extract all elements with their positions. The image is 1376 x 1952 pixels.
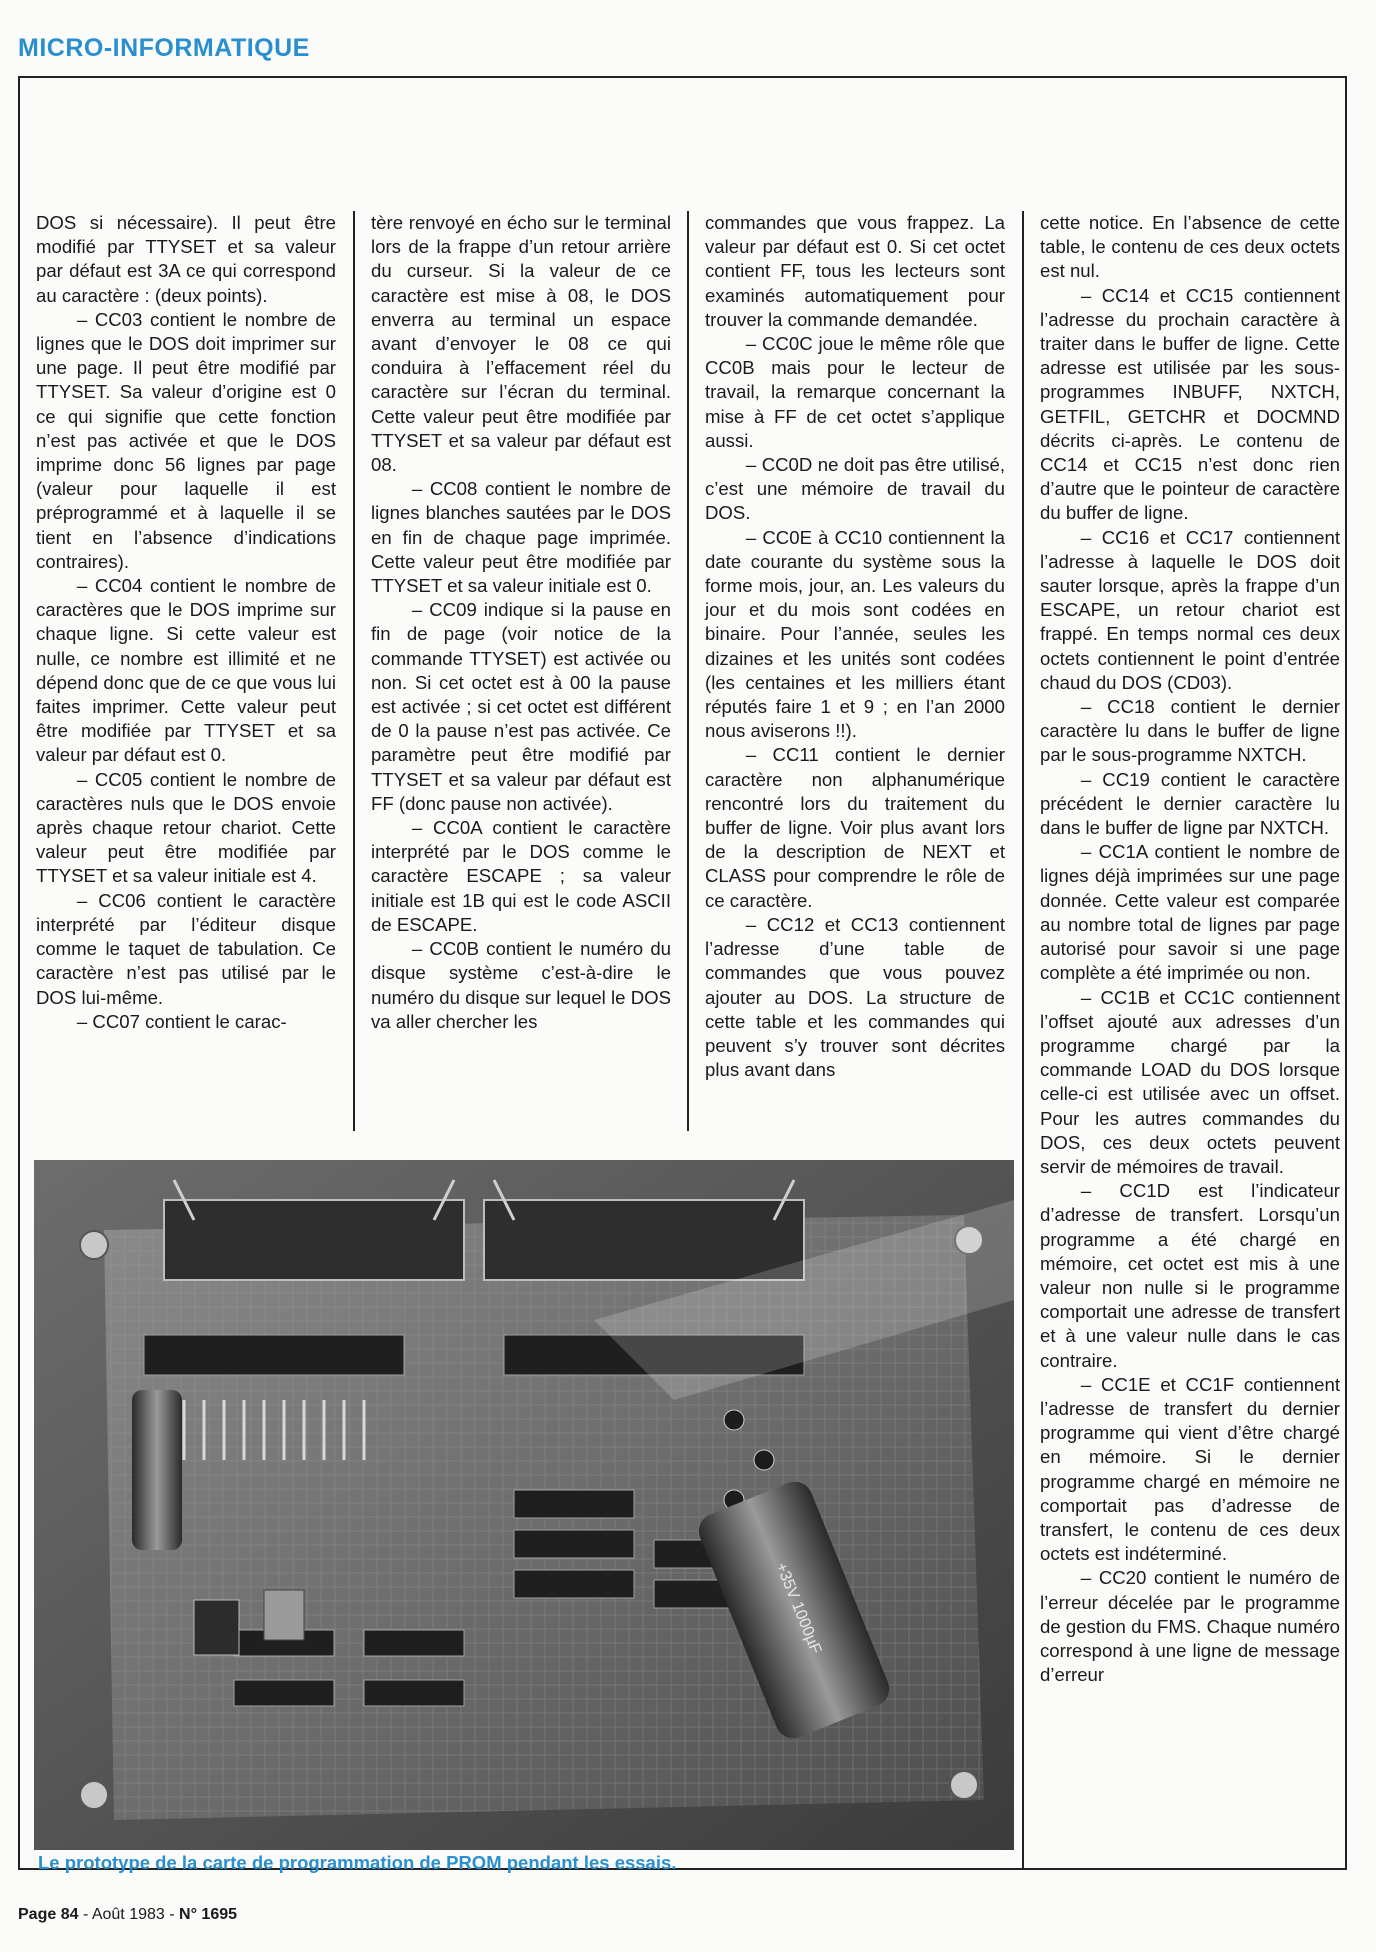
paragraph: – CC0C joue le même rôle que CC0B mais pour le lecteur de travail, la remarque concernant la mise à FF de cet octet s’applique aussi.	[705, 333, 1005, 451]
paragraph: – CC16 et CC17 contiennent l’adresse à laquelle le DOS doit sauter lorsque, après la frappe d’un ESCAPE, un retour chariot est frappé. En temps normal ces deux octets contiennent le point d’entrée chaud du DOS (CD03).	[1040, 526, 1340, 693]
footer-sep: -	[169, 1906, 180, 1923]
paragraph: – CC1A contient le nombre de lignes déjà imprimées sur une page donnée. Cette valeur est comparée au nombre total de lignes par page autorisé pour savoir si une page complète a été imprimée ou non.	[1040, 841, 1340, 984]
paragraph: – CC0E à CC10 contiennent la date courante du système sous la forme mois, jour, an. Les valeurs du jour et du mois sont codées en binaire. Pour l’année, seules les dizaines et les unités sont codées (les centaines et les milliers étant réputés faire 1 et 9 ; en l’an 2000 nous aviserons !!).	[705, 526, 1005, 742]
paragraph: – CC0D ne doit pas être utilisé, c’est une mémoire de travail du DOS.	[705, 454, 1005, 524]
paragraph: DOS si nécessaire). Il peut être modifié par TTYSET et sa valeur par défaut est 3A ce qui correspond au caractère : (deux points).	[36, 212, 336, 306]
paragraph: – CC1E et CC1F contiennent l’adresse de transfert du dernier programme qui vient d’être chargé en mémoire. Si le dernier programme chargé en mémoire ne comportait pas d’adresse de transfert, le contenu de ces deux octets est indéterminé.	[1040, 1373, 1340, 1565]
section-header: MICRO-INFORMATIQUE	[18, 34, 310, 62]
text-column-1	[36, 211, 336, 1034]
issue-number: N° 1695	[179, 1906, 238, 1923]
column-rule-2	[687, 211, 689, 1131]
connector-right	[484, 1200, 804, 1280]
paragraph: – CC12 et CC13 contiennent l’adresse d’une table de commandes que vous pouvez ajouter au DOS. La structure de cette table et les commandes qui peuvent s’y trouver sont décrites plus avant dans	[705, 913, 1005, 1081]
paragraph: – CC03 contient le nombre de lignes que le DOS doit imprimer sur une page. Il peut être modifié par TTYSET. Sa valeur d’origine est 0 ce qui signifie que cette fonction n’est pas activée et que le DOS imprime donc 56 lignes par page (valeur pour laquelle il est préprogrammé et à laquelle il se tient en l’absence d’indications contraires).	[36, 308, 336, 572]
page-footer	[18, 1906, 237, 1924]
paragraph: – CC0B contient le numéro du disque système c’est-à-dire le numéro du disque sur lequel le DOS va aller chercher les	[371, 938, 671, 1032]
svg-text:+35V 1000µF: +35V 1000µF	[772, 1560, 825, 1657]
paragraph: – CC1B et CC1C contiennent l’offset ajouté aux adresses d’un programme chargé par la commande LOAD du DOS lorsque celle-ci est utilisée avec un offset. Pour les autres commandes du DOS, ces deux octets peuvent servir de mémoires de travail.	[1040, 986, 1340, 1177]
paragraph: – CC11 contient le dernier caractère non alphanumérique rencontré lors du traitement du buffer de ligne. Voir plus avant lors de la description de NEXT et CLASS pour comprendre le rôle de ce caractère.	[705, 744, 1005, 911]
paragraph: – CC08 contient le nombre de lignes blanches sautées par le DOS en fin de chaque page imprimée. Cette valeur peut être modifiée par TTYSET et sa valeur initiale est 0.	[371, 478, 671, 597]
paragraph: – CC19 contient le caractère précédent le dernier caractère lu dans le buffer de ligne par NXTCH.	[1040, 768, 1340, 839]
column-rule-3	[1022, 211, 1024, 1870]
paragraph: – CC14 et CC15 contiennent l’adresse du prochain caractère à traiter dans le buffer de ligne. Cette adresse est utilisée par les sous-programmes INBUFF, NXTCH, GETFIL, GETCHR et DOCMND décrits ci-après. Le contenu de CC14 et CC15 n’est donc rien d’autre que le pointeur de caractère du buffer de ligne.	[1040, 284, 1340, 524]
paragraph: cette notice. En l’absence de cette table, le contenu de ces deux octets est nul.	[1040, 212, 1340, 282]
figure-caption: Le prototype de la carte de programmation de PROM pendant les essais.	[38, 1852, 677, 1873]
circuit-board-photo	[34, 1160, 1014, 1850]
text-column-3	[705, 211, 1005, 1082]
paragraph: – CC0A contient le caractère interprété par le DOS comme le caractère ESCAPE ; sa valeur initiale est 1B qui est le code ASCII de ESCAPE.	[371, 817, 671, 935]
capacitor-left	[132, 1390, 182, 1550]
paragraph: – CC04 contient le nombre de caractères que le DOS imprime sur chaque ligne. Si cette valeur est nulle, ce nombre est illimité et ne dépend donc que de ce que vous lui faites imprimer. Cette valeur peut être modifiée par TTYSET et sa valeur par défaut est 0.	[36, 575, 336, 766]
circuit-board-illustration	[34, 1160, 1014, 1850]
page-number: Page 84	[18, 1906, 79, 1923]
paragraph: commandes que vous frappez. La valeur par défaut est 0. Si cet octet contient FF, tous les lecteurs sont examinés automatiquement pour trouver la commande demandée.	[705, 212, 1005, 330]
connector-left	[164, 1200, 464, 1280]
footer-sep: -	[82, 1906, 92, 1923]
paragraph: – CC1D est l’indicateur d’adresse de transfert. Lorsqu’un programme a été chargé en mémoire, cet octet est mis à une valeur non nulle si le programme comportait une adresse de transfert et à une valeur nulle dans le cas contraire.	[1040, 1180, 1340, 1371]
crystal	[264, 1590, 304, 1640]
paragraph: – CC18 contient le dernier caractère lu dans le buffer de ligne par le sous-programme NXTCH.	[1040, 696, 1340, 766]
paragraph: – CC07 contient le carac-	[76, 1010, 287, 1032]
paragraph: – CC06 contient le caractère interprété par l’éditeur disque comme le taquet de tabulation. Ce caractère n’est pas utilisé par le DOS lui-même.	[36, 889, 336, 1008]
paragraph: – CC20 contient le numéro de l’erreur décelée par le programme de gestion du FMS. Chaque numéro correspond à une ligne de message d’erreur	[1040, 1567, 1340, 1686]
issue-date: Août 1983	[91, 1906, 165, 1923]
paragraph: tère renvoyé en écho sur le terminal lors de la frappe d’un retour arrière du curseur. Si la valeur de ce caractère est mise à 08, le DOS enverra au terminal un espace avant d’envoyer le 08 ce qui conduira à l’effacement réel du caractère sur l’écran du terminal. Cette valeur peut être modifiée par TTYSET et sa valeur par défaut est 08.	[371, 212, 671, 476]
paragraph: – CC05 contient le nombre de caractères nuls que le DOS envoie après chaque retour chariot. Cette valeur peut être modifiée par TTYSET et sa valeur initiale est 4.	[36, 768, 336, 887]
text-column-2	[371, 211, 671, 1034]
text-column-4	[1040, 211, 1340, 1687]
paragraph: – CC09 indique si la pause en fin de page (voir notice de la commande TTYSET) est activée ou non. Si cet octet est à 00 la pause est activée ; si cet octet est différent de 0 la pause n’est pas activée. Ce paramètre peut être modifié par TTYSET et sa valeur par défaut est FF (donc pause non activée).	[371, 599, 671, 814]
voltage-regulator	[194, 1600, 239, 1655]
column-rule-1	[353, 211, 355, 1131]
